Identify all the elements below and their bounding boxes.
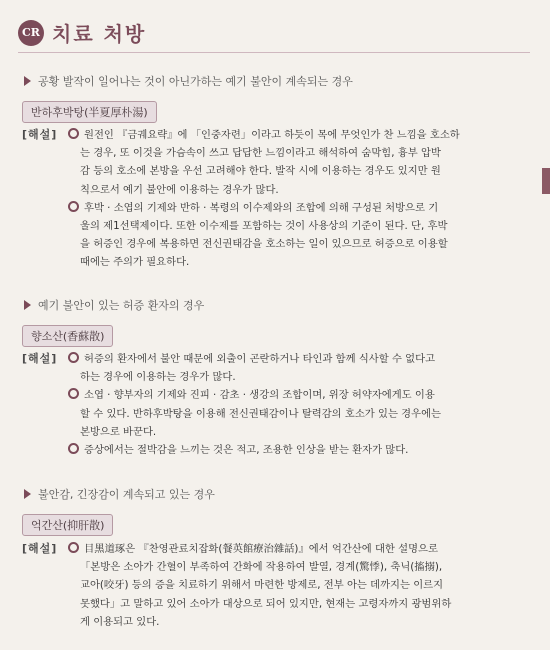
text-line: 할 수 있다. 반하후박탕을 이용해 전신권태감이나 탈력감의 호소가 있는 경우에는 (80, 407, 441, 420)
triangle-bullet-icon (24, 300, 31, 310)
circle-bullet-icon (68, 352, 79, 363)
text-line: 울의 제1선택제이다. 또한 이수제를 포함하는 것이 사용상의 기준이 된다. 단, 후박 (80, 220, 448, 233)
prescription-label-3: 억간산(抑肝散) (22, 514, 113, 536)
case-heading-text: 공황 발작이 일어나는 것이 아닌가하는 예기 불안이 계속되는 경우 (38, 75, 353, 88)
explanation-text (68, 126, 522, 272)
case-heading-text: 예기 불안이 있는 허증 환자의 경우 (38, 299, 205, 312)
text-line: 후박 · 소엽의 기제와 반하 · 복령의 이수제와의 조합에 의해 구성된 처방으로 기 (84, 201, 439, 214)
case-heading-text: 불안감, 긴장감이 계속되고 있는 경우 (38, 488, 215, 501)
prescription-label-1: 반하후박탕(半夏厚朴湯) (22, 101, 157, 123)
explain-label: [해설] (22, 352, 58, 365)
case-heading-3 (24, 486, 215, 502)
text-line: 는 경우, 또 이것을 가슴속이 쓰고 답답한 느낌이라고 해석하여 숨막힘, 흉부 압박 (80, 147, 441, 160)
explanation-block-1 (22, 126, 522, 272)
text-line: 을 허증인 경우에 복용하면 전신권태감을 호소하는 일이 있으므로 허증으로 이용할 (80, 238, 448, 251)
case-heading-1 (24, 73, 353, 89)
circle-bullet-icon (68, 128, 79, 139)
explain-label: [해설] (22, 542, 58, 555)
text-line: 원전인 『금궤요략』에 「인중자련」이라고 하듯이 목에 무엇인가 찬 느낌을 호소하 (84, 129, 460, 141)
explanation-block-3 (22, 540, 522, 631)
circle-bullet-icon (68, 201, 79, 212)
explain-label: [해설] (22, 128, 58, 141)
explanation-text (68, 350, 522, 459)
section-header (18, 18, 146, 47)
text-line: 게 이용되고 있다. (80, 615, 160, 628)
title-divider (18, 52, 530, 53)
section-logo-icon: CR (18, 20, 44, 46)
text-line: 소엽 · 향부자의 기제와 진피 · 감초 · 생강의 조합이며, 위장 허약자에게도 이용 (84, 389, 435, 402)
triangle-bullet-icon (24, 489, 31, 499)
text-line: 目黑道琢은 『찬영관료치잡화(餐英館療治雜話)』에서 억간산에 대한 설명으로 (84, 543, 438, 555)
text-line: 하는 경우에 이용하는 경우가 많다. (80, 371, 236, 384)
text-line: 칙으로서 예기 불안에 이용하는 경우가 많다. (80, 183, 279, 196)
circle-bullet-icon (68, 388, 79, 399)
text-line: 「본방은 소아가 간혈이 부족하여 간화에 작용하여 발열, 경계(驚悸), 축닉(搐搦), (80, 561, 443, 574)
prescription-label-2: 향소산(香蘇散) (22, 325, 113, 347)
text-line: 때에는 주의가 필요하다. (80, 256, 190, 269)
page-title: 치료 처방 (52, 22, 147, 46)
case-heading-2 (24, 297, 204, 313)
text-line: 교아(咬牙) 등의 증을 치료하기 위해서 마련한 방제로, 전부 아는 데까지는 이르지 (80, 579, 444, 592)
text-line: 본방으로 바꾼다. (80, 425, 157, 438)
text-line: 감 등의 호소에 본방을 우선 고려해야 한다. 발작 시에 이용하는 경우도 있지만 원 (80, 165, 441, 178)
text-line: 못했다」고 말하고 있어 소아가 대상으로 되어 있지만, 현재는 고령자까지 광범위하 (80, 597, 452, 610)
side-tab-marker (542, 168, 550, 194)
text-line: 증상에서는 절박감을 느끼는 것은 적고, 조용한 인상을 받는 환자가 많다. (84, 444, 409, 457)
text-line: 허증의 환자에서 불안 때문에 외출이 곤란하거나 타인과 함께 식사할 수 없다고 (84, 353, 436, 365)
explanation-block-2 (22, 350, 522, 459)
circle-bullet-icon (68, 443, 79, 454)
explanation-text (68, 540, 522, 631)
circle-bullet-icon (68, 542, 79, 553)
triangle-bullet-icon (24, 76, 31, 86)
